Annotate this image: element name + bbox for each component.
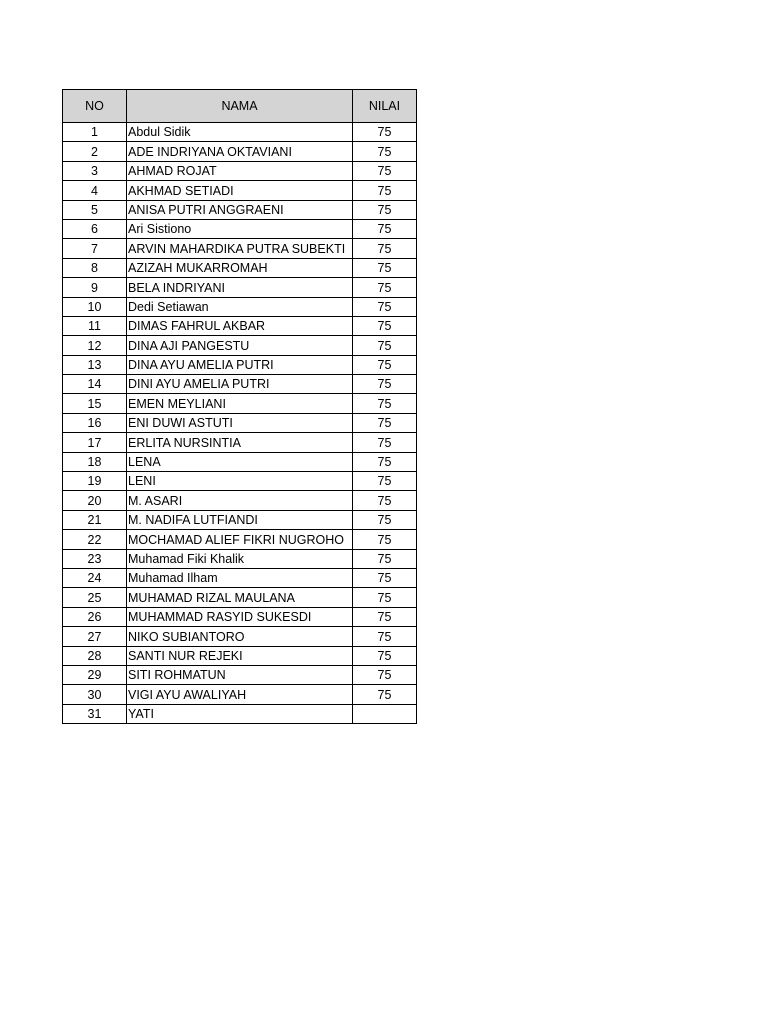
table-row (63, 530, 417, 549)
cell-nilai: 75 (353, 568, 417, 587)
cell-nama: EMEN MEYLIANI (127, 394, 353, 413)
cell-no: 20 (63, 491, 127, 510)
table-row (63, 181, 417, 200)
cell-nilai: 75 (353, 394, 417, 413)
cell-no: 16 (63, 413, 127, 432)
cell-nilai: 75 (353, 239, 417, 258)
cell-nama: DINA AJI PANGESTU (127, 336, 353, 355)
cell-no: 7 (63, 239, 127, 258)
cell-no: 4 (63, 181, 127, 200)
cell-no: 12 (63, 336, 127, 355)
cell-nama: MOCHAMAD ALIEF FIKRI NUGROHO (127, 530, 353, 549)
cell-nilai (353, 704, 417, 723)
cell-nama: ANISA PUTRI ANGGRAENI (127, 200, 353, 219)
table-row (63, 336, 417, 355)
cell-no: 11 (63, 316, 127, 335)
cell-nama: ADE INDRIYANA OKTAVIANI (127, 142, 353, 161)
cell-no: 5 (63, 200, 127, 219)
cell-no: 25 (63, 588, 127, 607)
cell-no: 30 (63, 685, 127, 704)
cell-nilai: 75 (353, 549, 417, 568)
cell-nama: AZIZAH MUKARROMAH (127, 258, 353, 277)
cell-no: 23 (63, 549, 127, 568)
table-row (63, 491, 417, 510)
cell-no: 27 (63, 627, 127, 646)
cell-no: 13 (63, 355, 127, 374)
cell-nama: SITI ROHMATUN (127, 665, 353, 684)
cell-nilai: 75 (353, 200, 417, 219)
cell-nilai: 75 (353, 665, 417, 684)
cell-no: 2 (63, 142, 127, 161)
cell-no: 17 (63, 433, 127, 452)
table-row (63, 568, 417, 587)
cell-nama: ERLITA NURSINTIA (127, 433, 353, 452)
cell-no: 28 (63, 646, 127, 665)
cell-no: 24 (63, 568, 127, 587)
table-row (63, 433, 417, 452)
header-no: NO (63, 90, 127, 123)
cell-nilai: 75 (353, 375, 417, 394)
table-row (63, 413, 417, 432)
table-row (63, 549, 417, 568)
cell-no: 19 (63, 472, 127, 491)
cell-nama: Muhamad Ilham (127, 568, 353, 587)
cell-nilai: 75 (353, 588, 417, 607)
cell-nama: Abdul Sidik (127, 123, 353, 142)
table-row (63, 239, 417, 258)
cell-nilai: 75 (353, 685, 417, 704)
table-row (63, 665, 417, 684)
cell-nilai: 75 (353, 355, 417, 374)
cell-nilai: 75 (353, 510, 417, 529)
cell-nama: NIKO SUBIANTORO (127, 627, 353, 646)
table-row (63, 607, 417, 626)
cell-nama: M. ASARI (127, 491, 353, 510)
table-row (63, 704, 417, 723)
cell-nama: DINA AYU AMELIA PUTRI (127, 355, 353, 374)
cell-no: 8 (63, 258, 127, 277)
cell-nama: ENI DUWI ASTUTI (127, 413, 353, 432)
table-row (63, 510, 417, 529)
cell-nilai: 75 (353, 627, 417, 646)
cell-nilai: 75 (353, 142, 417, 161)
cell-no: 21 (63, 510, 127, 529)
cell-no: 31 (63, 704, 127, 723)
cell-nama: BELA INDRIYANI (127, 278, 353, 297)
cell-nilai: 75 (353, 452, 417, 471)
table-row (63, 375, 417, 394)
cell-nama: M. NADIFA LUTFIANDI (127, 510, 353, 529)
cell-nama: LENI (127, 472, 353, 491)
cell-nama: MUHAMAD RIZAL MAULANA (127, 588, 353, 607)
cell-nama: AKHMAD SETIADI (127, 181, 353, 200)
cell-nilai: 75 (353, 219, 417, 238)
table-row (63, 278, 417, 297)
table-row (63, 588, 417, 607)
header-nama: NAMA (127, 90, 353, 123)
cell-nilai: 75 (353, 123, 417, 142)
cell-nama: DINI AYU AMELIA PUTRI (127, 375, 353, 394)
cell-no: 9 (63, 278, 127, 297)
table-row (63, 258, 417, 277)
cell-nama: DIMAS FAHRUL AKBAR (127, 316, 353, 335)
table-body (63, 123, 417, 724)
table-row (63, 316, 417, 335)
cell-nilai: 75 (353, 181, 417, 200)
table-row (63, 627, 417, 646)
cell-nilai: 75 (353, 607, 417, 626)
cell-nama: SANTI NUR REJEKI (127, 646, 353, 665)
table-row (63, 355, 417, 374)
cell-nama: LENA (127, 452, 353, 471)
cell-nilai: 75 (353, 297, 417, 316)
table-row (63, 142, 417, 161)
score-sheet (62, 89, 417, 724)
table-row (63, 161, 417, 180)
table-row (63, 646, 417, 665)
cell-nilai: 75 (353, 472, 417, 491)
table-row (63, 200, 417, 219)
cell-nama: YATI (127, 704, 353, 723)
cell-nilai: 75 (353, 258, 417, 277)
cell-nama: MUHAMMAD RASYID SUKESDI (127, 607, 353, 626)
cell-nama: VIGI AYU AWALIYAH (127, 685, 353, 704)
table-header (63, 90, 417, 123)
table-row (63, 219, 417, 238)
cell-nilai: 75 (353, 491, 417, 510)
cell-nama: Muhamad Fiki Khalik (127, 549, 353, 568)
cell-nama: AHMAD ROJAT (127, 161, 353, 180)
cell-nilai: 75 (353, 161, 417, 180)
cell-nilai: 75 (353, 278, 417, 297)
cell-nilai: 75 (353, 316, 417, 335)
table-row (63, 123, 417, 142)
table-row (63, 452, 417, 471)
table-row (63, 394, 417, 413)
cell-nilai: 75 (353, 530, 417, 549)
cell-no: 1 (63, 123, 127, 142)
cell-no: 3 (63, 161, 127, 180)
cell-no: 15 (63, 394, 127, 413)
table-row (63, 685, 417, 704)
cell-no: 26 (63, 607, 127, 626)
cell-no: 14 (63, 375, 127, 394)
score-table (62, 89, 417, 724)
cell-nilai: 75 (353, 646, 417, 665)
cell-nama: Dedi Setiawan (127, 297, 353, 316)
table-row (63, 472, 417, 491)
header-row (63, 90, 417, 123)
header-nilai: NILAI (353, 90, 417, 123)
cell-no: 6 (63, 219, 127, 238)
cell-no: 18 (63, 452, 127, 471)
cell-nilai: 75 (353, 413, 417, 432)
cell-no: 22 (63, 530, 127, 549)
cell-nama: ARVIN MAHARDIKA PUTRA SUBEKTI (127, 239, 353, 258)
cell-nama: Ari Sistiono (127, 219, 353, 238)
cell-no: 10 (63, 297, 127, 316)
cell-nilai: 75 (353, 433, 417, 452)
cell-no: 29 (63, 665, 127, 684)
table-row (63, 297, 417, 316)
cell-nilai: 75 (353, 336, 417, 355)
